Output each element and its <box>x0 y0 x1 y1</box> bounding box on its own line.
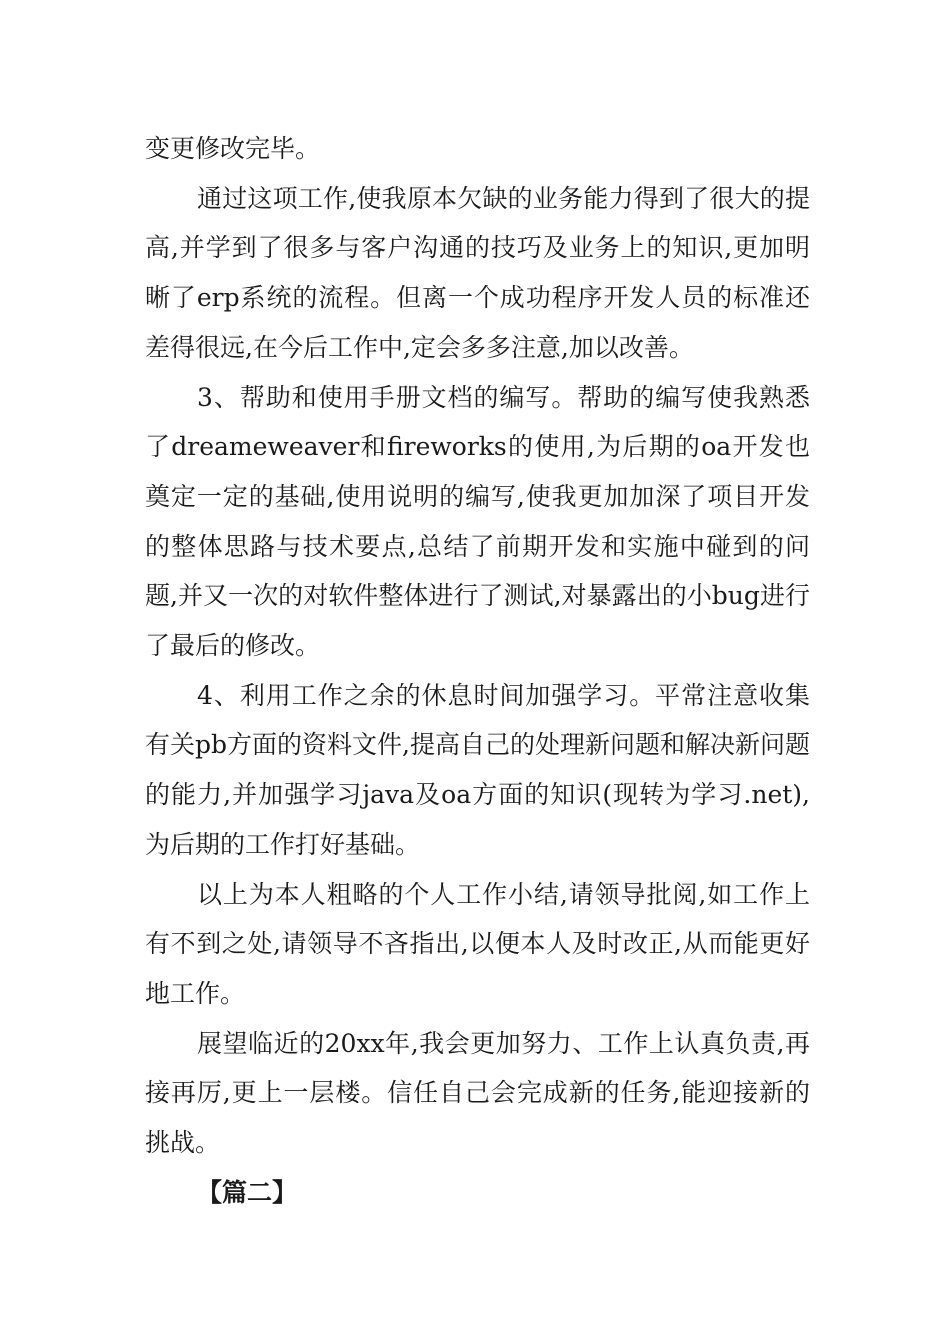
section-heading: 【篇二】 <box>197 1177 298 1207</box>
paragraph-summary: 以上为本人粗略的个人工作小结,请领导批阅,如工作上有不到之处,请领导不吝指出,以便本人及时改正,从而能更好地工作。 <box>145 879 810 1008</box>
paragraph-skills: 通过这项工作,使我原本欠缺的业务能力得到了很大的提高,并学到了很多与客户沟通的技巧及业务上的知识,更加明晰了erp系统的流程。但离一个成功程序开发人员的标准还差得很远,在今后工作中,定会多多注意,加以改善。 <box>145 183 810 362</box>
paragraph-continuation: 变更修改完毕。 <box>145 134 321 163</box>
document-body <box>145 124 810 1217</box>
paragraph-item-4: 4、利用工作之余的休息时间加强学习。平常注意收集有关pb方面的资料文件,提高自己的处理新问题和解决新问题的能力,并加强学习java及oa方面的知识(现转为学习.net),为后期的工作打好基础。 <box>145 680 810 859</box>
paragraph-item-3: 3、帮助和使用手册文档的编写。帮助的编写使我熟悉了dreameweaver和fireworks的使用,为后期的oa开发也奠定一定的基础,使用说明的编写,使我更加加深了项目开发的整体思路与技术要点,总结了前期开发和实施中碰到的问题,并又一次的对软件整体进行了测试,对暴露出的小bug进行了最后的修改。 <box>145 382 810 661</box>
paragraph-outlook: 展望临近的20xx年,我会更加努力、工作上认真负责,再接再厉,更上一层楼。信任自己会完成新的任务,能迎接新的挑战。 <box>145 1028 810 1158</box>
